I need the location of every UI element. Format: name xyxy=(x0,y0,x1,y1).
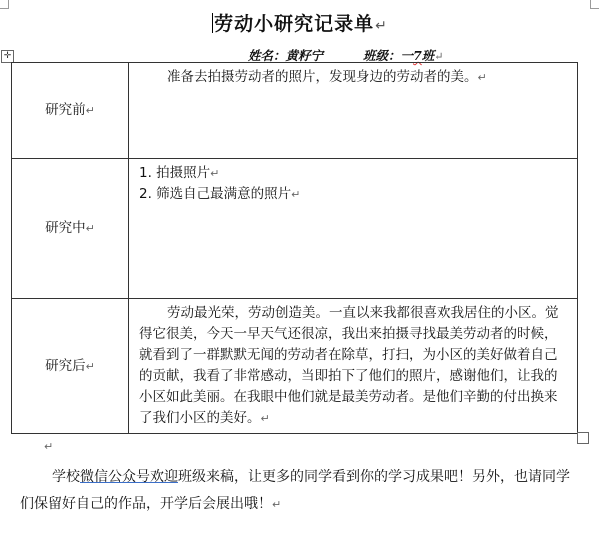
row-content[interactable]: 准备去拍摄劳动者的照片，发现身边的劳动者的美。↵ xyxy=(129,63,578,159)
text-cursor xyxy=(212,13,213,33)
table-move-handle-icon[interactable]: ✛ xyxy=(1,50,14,63)
class-number: 7 xyxy=(413,48,422,63)
row-label: 研究后↵ xyxy=(12,299,129,434)
name-value: 黄籽宁 xyxy=(285,48,324,63)
row-content[interactable]: 劳动最光荣，劳动创造美。一直以来我都很喜欢我居住的小区。觉得它很美，今天一早天气还很凉，我出来拍摄寻找最美劳动者的时候，就看到了一群默默无闻的劳动者在除草，打扫，为小区的美好做着自己的贡献，我看了非常感动，当即拍下了他们的照片，感谢他们，让我的小区如此美丽。在我眼中他们就是最美劳动者。是他们辛勤的付出换来了我们小区的美好。↵ xyxy=(129,299,578,434)
paragraph-mark: ↵ xyxy=(44,440,54,453)
row-content[interactable] xyxy=(129,159,578,299)
list-item: 1. 拍摄照片↵ xyxy=(139,165,220,181)
list-item: 2. 筛选自己最满意的照片↵ xyxy=(139,186,301,202)
paragraph-mark: ↵ xyxy=(375,18,388,34)
name-label: 姓名： xyxy=(248,48,286,63)
underlined-text: 微信公众号欢迎 xyxy=(80,469,178,485)
table-row xyxy=(12,159,578,299)
class-label: 班级： xyxy=(363,48,401,63)
class-suffix: 班 xyxy=(421,48,435,63)
table-resize-handle-icon[interactable] xyxy=(577,432,589,444)
class-value: 一 xyxy=(400,48,414,63)
record-table xyxy=(11,62,578,434)
document-title: 劳动小研究记录单↵ xyxy=(214,13,388,35)
paragraph-mark: ↵ xyxy=(434,50,444,63)
footer-paragraph: 学校微信公众号欢迎班级来稿，让更多的同学看到你的学习成果吧！另外，也请同学们保留好自己的作品，开学后会展出哦！↵ xyxy=(20,469,570,512)
table-row xyxy=(12,63,578,159)
crop-mark-top-left xyxy=(0,0,9,9)
crop-mark-top-right xyxy=(590,0,599,9)
row-label: 研究前↵ xyxy=(12,63,129,159)
row-label: 研究中↵ xyxy=(12,159,129,299)
table-row xyxy=(12,299,578,434)
